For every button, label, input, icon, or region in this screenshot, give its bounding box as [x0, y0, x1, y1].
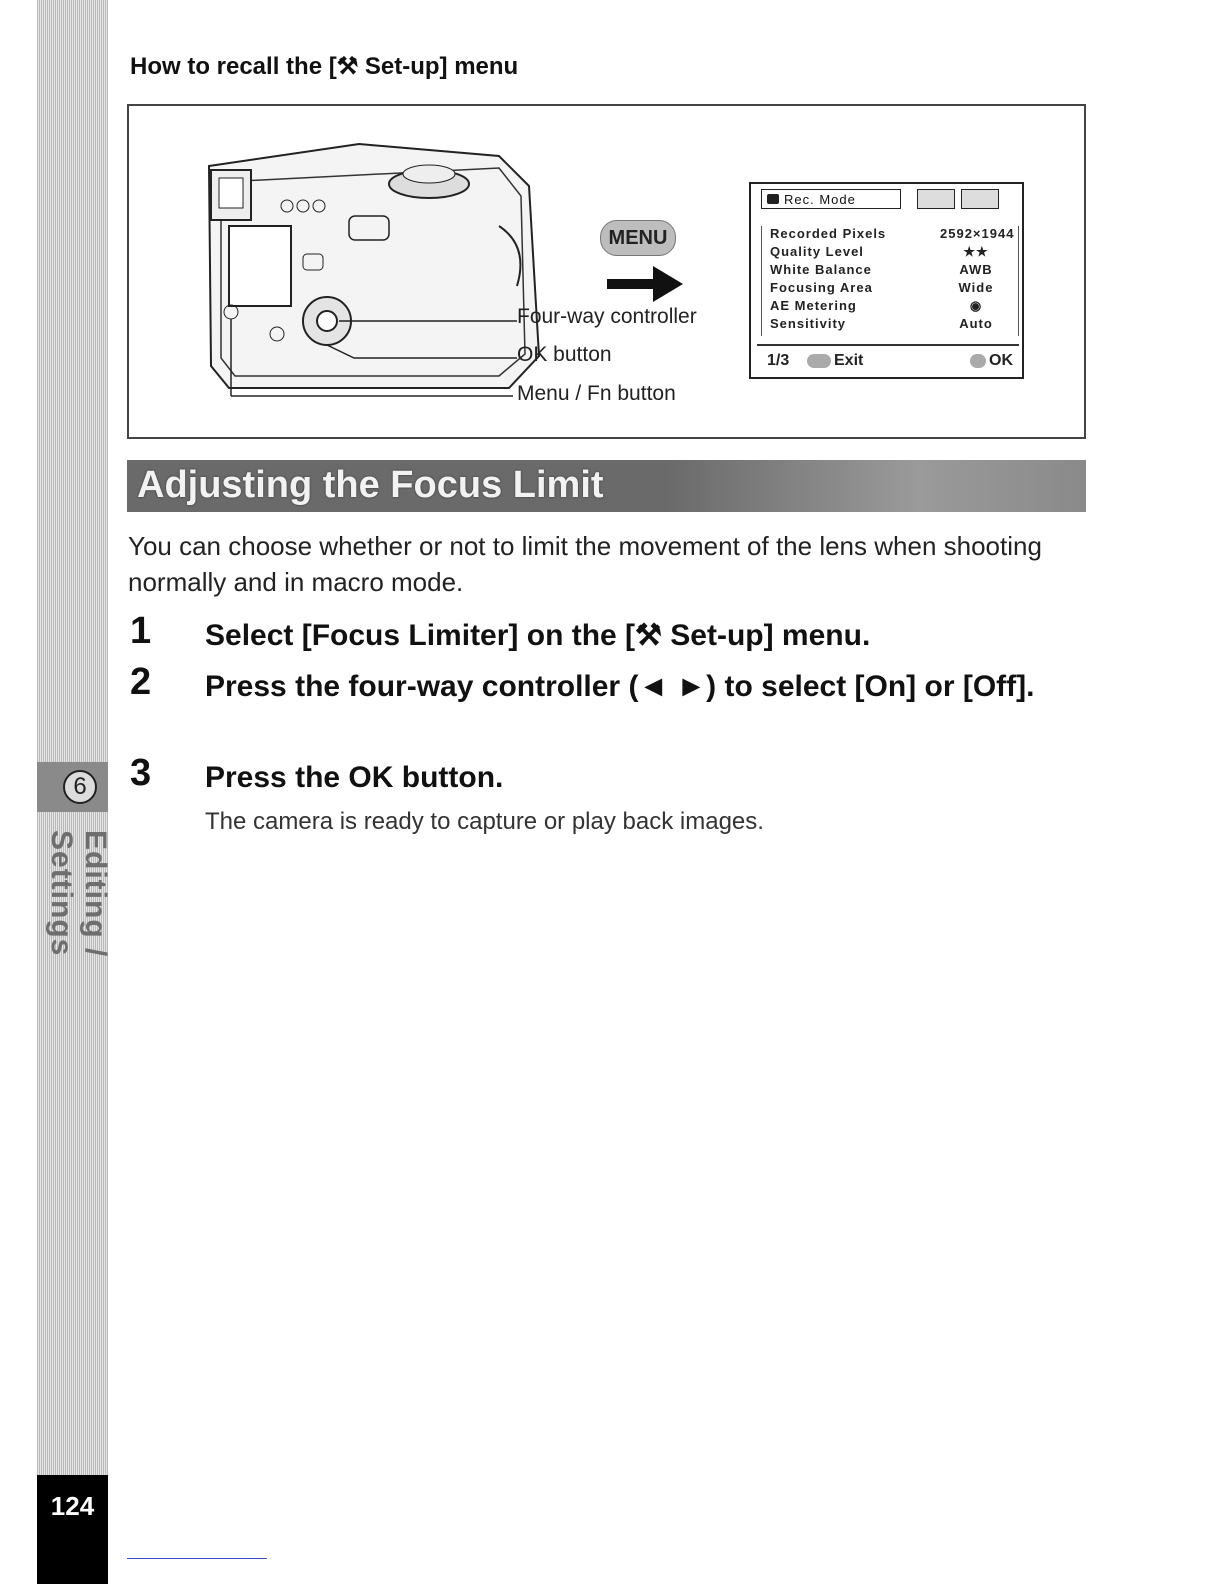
step-number: 1	[130, 610, 152, 652]
lcd-tab-bar	[757, 186, 1019, 212]
lcd-menu-rows	[761, 226, 1019, 336]
lcd-menu-screen	[749, 182, 1024, 379]
step-number: 2	[130, 661, 152, 703]
illustration-box	[127, 104, 1086, 439]
lcd-page-indicator: 1/3	[767, 352, 790, 369]
intro-paragraph: You can choose whether or not to limit the movement of the lens when shooting normally and in macro mode.	[128, 531, 1042, 597]
menu-button-icon: MENU	[600, 220, 676, 256]
page-number-box	[37, 1475, 108, 1584]
step-text: Press the OK button.	[205, 761, 504, 794]
four-way-callout: Four-way controller	[517, 305, 697, 328]
ok-callout: OK button	[517, 343, 612, 366]
menu-fn-callout: Menu / Fn button	[517, 382, 676, 405]
lcd-exit-hint: Exit	[807, 352, 863, 370]
section-title: Adjusting the Focus Limit	[137, 464, 604, 506]
chapter-number-badge: 6	[63, 770, 97, 804]
step-text: Press the four-way controller (◄ ►) to select [On] or [Off].	[205, 670, 1035, 703]
lcd-footer	[757, 344, 1019, 376]
menu-mini-icon	[807, 354, 831, 368]
footer-rule	[127, 1558, 267, 1559]
step-text: Select [Focus Limiter] on the [⚒ Set-up] menu.	[205, 619, 871, 652]
setup-tab-icon	[961, 189, 999, 209]
lcd-row: AE Metering ◉	[770, 298, 983, 313]
step-number: 3	[130, 752, 152, 794]
lcd-tab-rec-mode: Rec. Mode	[761, 189, 901, 209]
ok-mini-icon	[970, 354, 986, 368]
menu-callout-line	[231, 394, 513, 398]
lcd-ok-hint: OK	[970, 352, 1013, 370]
step-note: The camera is ready to capture or play back images.	[205, 808, 764, 835]
arrow-right-icon	[607, 266, 683, 302]
lcd-row: Recorded Pixels 2592×1944	[770, 226, 1015, 241]
recall-heading: How to recall the [⚒ Set-up] menu	[130, 53, 519, 80]
lcd-row: Sensitivity Auto	[770, 316, 993, 331]
chapter-title: Editing / Settings	[45, 830, 112, 958]
lcd-row: White Balance AWB	[770, 262, 993, 277]
section-title-bar	[127, 460, 1086, 512]
lcd-row: Focusing Area Wide	[770, 280, 994, 295]
playback-tab-icon	[917, 189, 955, 209]
lcd-row: Quality Level ★★	[770, 244, 989, 259]
page-number: 124	[50, 1491, 95, 1521]
